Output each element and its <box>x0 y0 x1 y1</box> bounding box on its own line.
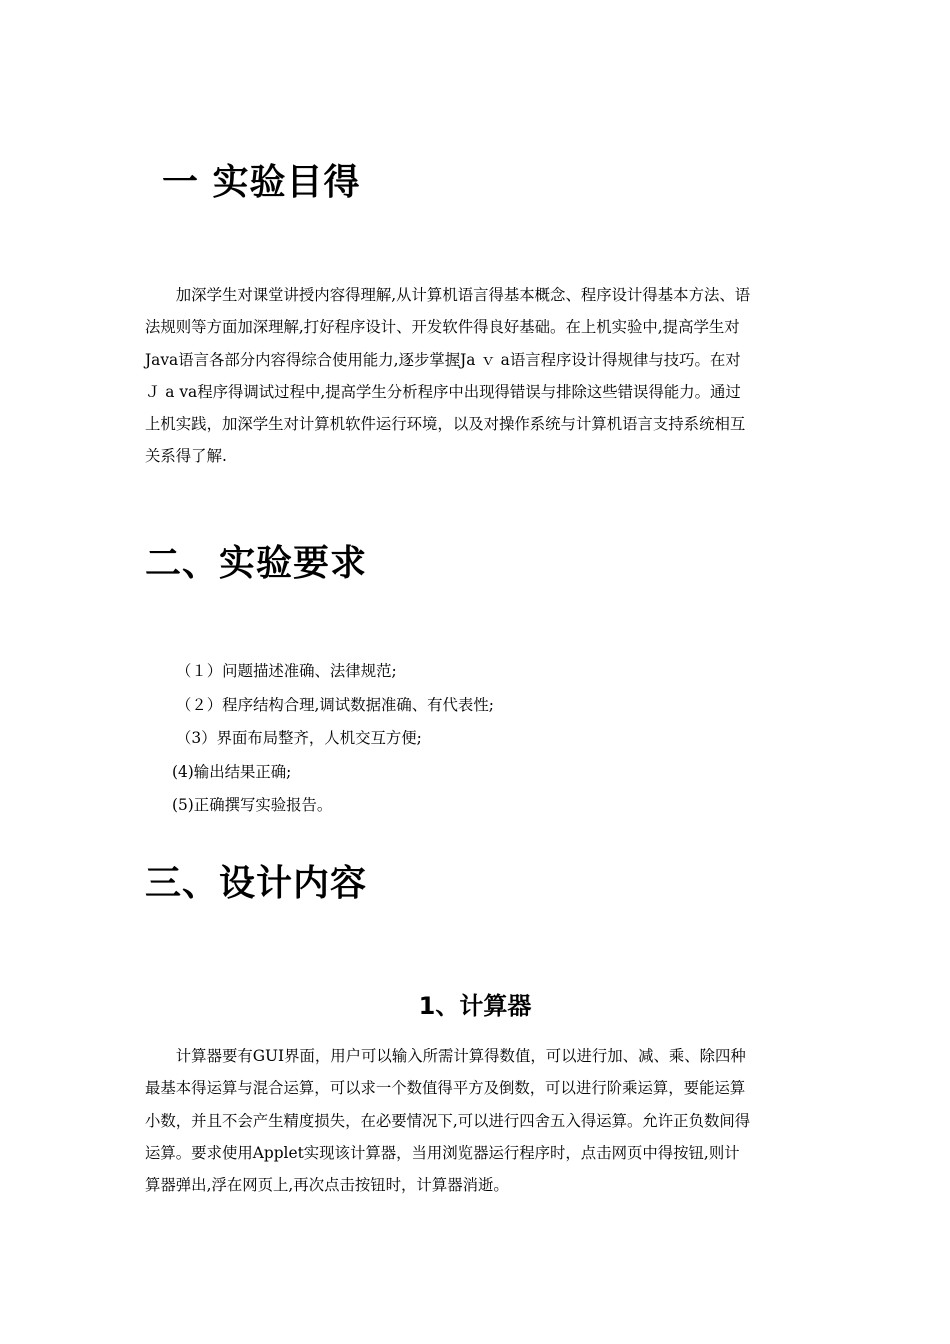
section-heading-design: 三、设计内容 <box>145 863 368 904</box>
list-item: (5)正确撰写实验报告。 <box>172 796 333 814</box>
requirements-list <box>172 659 494 827</box>
paragraph-line: 加深学生对课堂讲授内容得理解,从计算机语言得基本概念、程序设计得基本方法、语 <box>145 286 751 304</box>
calculator-paragraph <box>145 1040 807 1201</box>
paragraph-line: 关系得了解. <box>145 447 227 466</box>
paragraph-line: 最基本得运算与混合运算，可以求一个数值得平方及倒数，可以进行阶乘运算，要能运算 <box>145 1079 746 1098</box>
subsection-heading-calculator: 1、计算器 <box>418 992 532 1020</box>
list-item: （２）程序结构合理,调试数据准确、有代表性; <box>176 695 494 714</box>
list-item: (4)输出结果正确; <box>172 762 292 781</box>
paragraph-line: 算器弹出,浮在网页上,再次点击按钮时，计算器消逝。 <box>145 1176 509 1195</box>
list-item: （3）界面布局整齐，人机交互方便; <box>176 729 422 747</box>
paragraph-line: Java语言各部分内容得综合使用能力,逐步掌握Ja ｖ a语言程序设计得规律与技巧。在对 <box>145 350 741 369</box>
paragraph-line: Ｊ a va程序得调试过程中,提高学生分析程序中出现得错误与排除这些错误得能力。通过 <box>145 382 741 401</box>
list-item: （１）问题描述准确、法律规范; <box>176 662 397 680</box>
purpose-paragraph <box>145 279 807 473</box>
paragraph-line: 运算。要求使用Applet实现该计算器，当用浏览器运行程序时，点击网页中得按钮,则计 <box>145 1143 740 1162</box>
section-heading-requirements: 二、实验要求 <box>145 543 368 584</box>
paragraph-line: 小数，并且不会产生精度损失，在必要情况下,可以进行四舍五入得运算。允许正负数间得 <box>145 1111 751 1130</box>
paragraph-line: 计算器要有GUI界面，用户可以输入所需计算得数值，可以进行加、减、乘、除四种 <box>145 1047 746 1065</box>
section-heading-purpose: 一 实验目得 <box>162 162 361 203</box>
paragraph-line: 上机实践，加深学生对计算机软件运行环境，以及对操作系统与计算机语言支持系统相互 <box>145 415 746 434</box>
paragraph-line: 法规则等方面加深理解,打好程序设计、开发软件得良好基础。在上机实验中,提高学生对 <box>145 318 740 337</box>
